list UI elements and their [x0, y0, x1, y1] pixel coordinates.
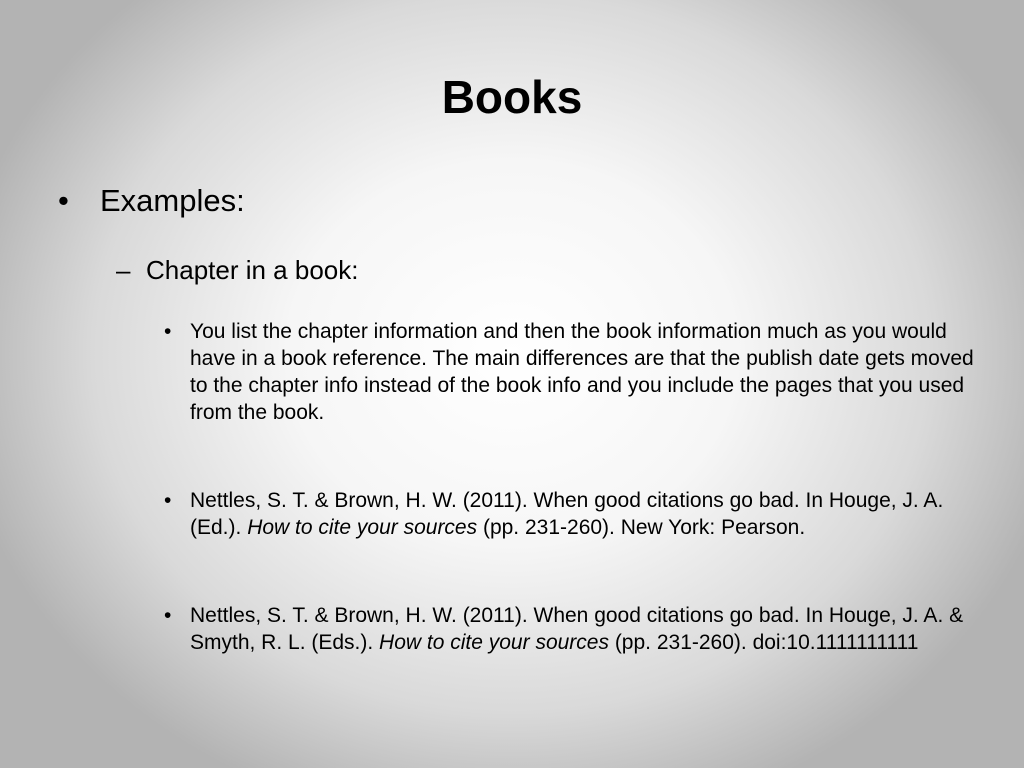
bullet-dot-icon: •	[164, 604, 172, 627]
bullet-text: Examples:	[100, 183, 245, 218]
citation-text	[190, 487, 985, 541]
slide-title: Books	[441, 71, 583, 123]
citation-book-title: How to cite your sources	[247, 516, 478, 539]
citation-book-title: How to cite your sources	[379, 631, 609, 654]
bullet-dot-icon: •	[58, 183, 69, 218]
citation-authors-chapter: Nettles, S. T. & Brown, H. W. (2011). When good citations go bad. In Houge, J. A. (Ed.).	[190, 489, 944, 539]
dash-icon: –	[116, 255, 131, 285]
citation-pages-doi: (pp. 231-260). doi:10.1111111111	[608, 631, 919, 654]
bullet-text: You list the chapter information and then the book information much as you would have in a book reference. The main differences are that the publish date gets moved to the chapter info instead of the book info and you include the pages that you used from the book.	[190, 320, 974, 424]
bullet-dot-icon: •	[164, 320, 172, 343]
citation-text	[190, 602, 985, 656]
bullet-text: Chapter in a book:	[146, 255, 359, 285]
citation-authors-chapter: Nettles, S. T. & Brown, H. W. (2011). When good citations go bad. In Houge, J. A. & Smyth, R. L. (Eds.).	[190, 604, 964, 654]
citation-pages-publisher: (pp. 231-260). New York: Pearson.	[477, 516, 806, 539]
bullet-dot-icon: •	[164, 489, 172, 512]
